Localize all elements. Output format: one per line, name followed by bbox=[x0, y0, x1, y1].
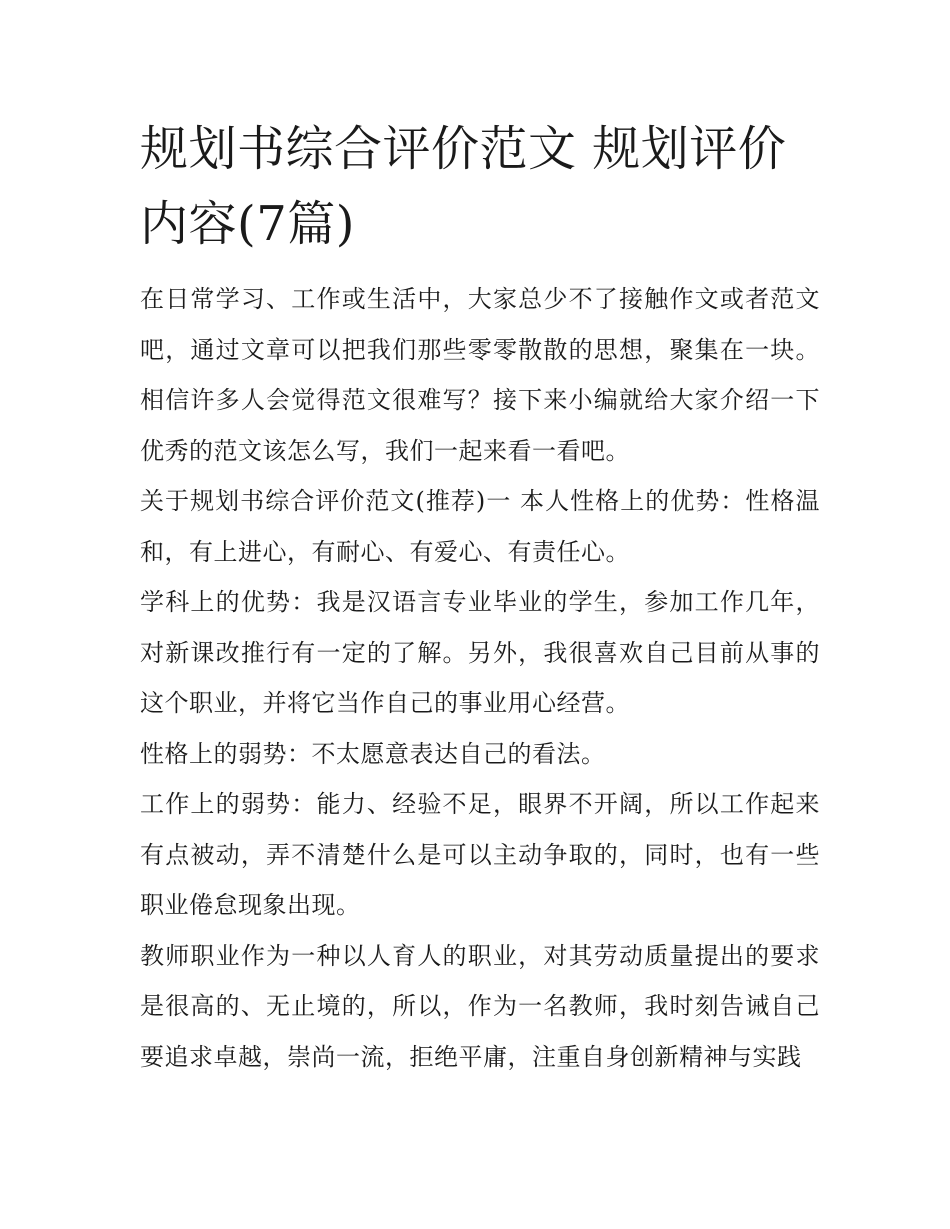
paragraph-intro: 在日常学习、工作或生活中，大家总少不了接触作文或者范文吧，通过文章可以把我们那些零零散散的思想，聚集在一块。相信许多人会觉得范文很难写？接下来小编就给大家介绍一下优秀的范文该怎么写，我们一起来看一看吧。 bbox=[140, 285, 820, 465]
document-body bbox=[140, 274, 820, 1082]
paragraph-personality-strengths: 关于规划书综合评价范文(推荐)一 本人性格上的优势：性格温和，有上进心，有耐心、有爱心、有责任心。 bbox=[140, 487, 820, 566]
document-title: 规划书综合评价范文 规划评价内容(7篇) bbox=[140, 121, 787, 252]
paragraph-personality-weakness: 性格上的弱势：不太愿意表达自己的看法。 bbox=[140, 739, 606, 768]
document-page bbox=[140, 112, 820, 1082]
paragraph-teacher-profession: 教师职业作为一种以人育人的职业，对其劳动质量提出的要求是很高的、无止境的，所以，作为一名教师，我时刻告诫自己要追求卓越，崇尚一流，拒绝平庸，注重自身创新精神与实践 bbox=[140, 941, 820, 1071]
paragraph-work-weakness: 工作上的弱势：能力、经验不足，眼界不开阔，所以工作起来有点被动，弄不清楚什么是可以主动争取的，同时，也有一些职业倦怠现象出现。 bbox=[140, 790, 820, 919]
paragraph-subject-strengths: 学科上的优势：我是汉语言专业毕业的学生，参加工作几年，对新课改推行有一定的了解。另外，我很喜欢自己目前从事的这个职业，并将它当作自己的事业用心经营。 bbox=[140, 588, 820, 717]
